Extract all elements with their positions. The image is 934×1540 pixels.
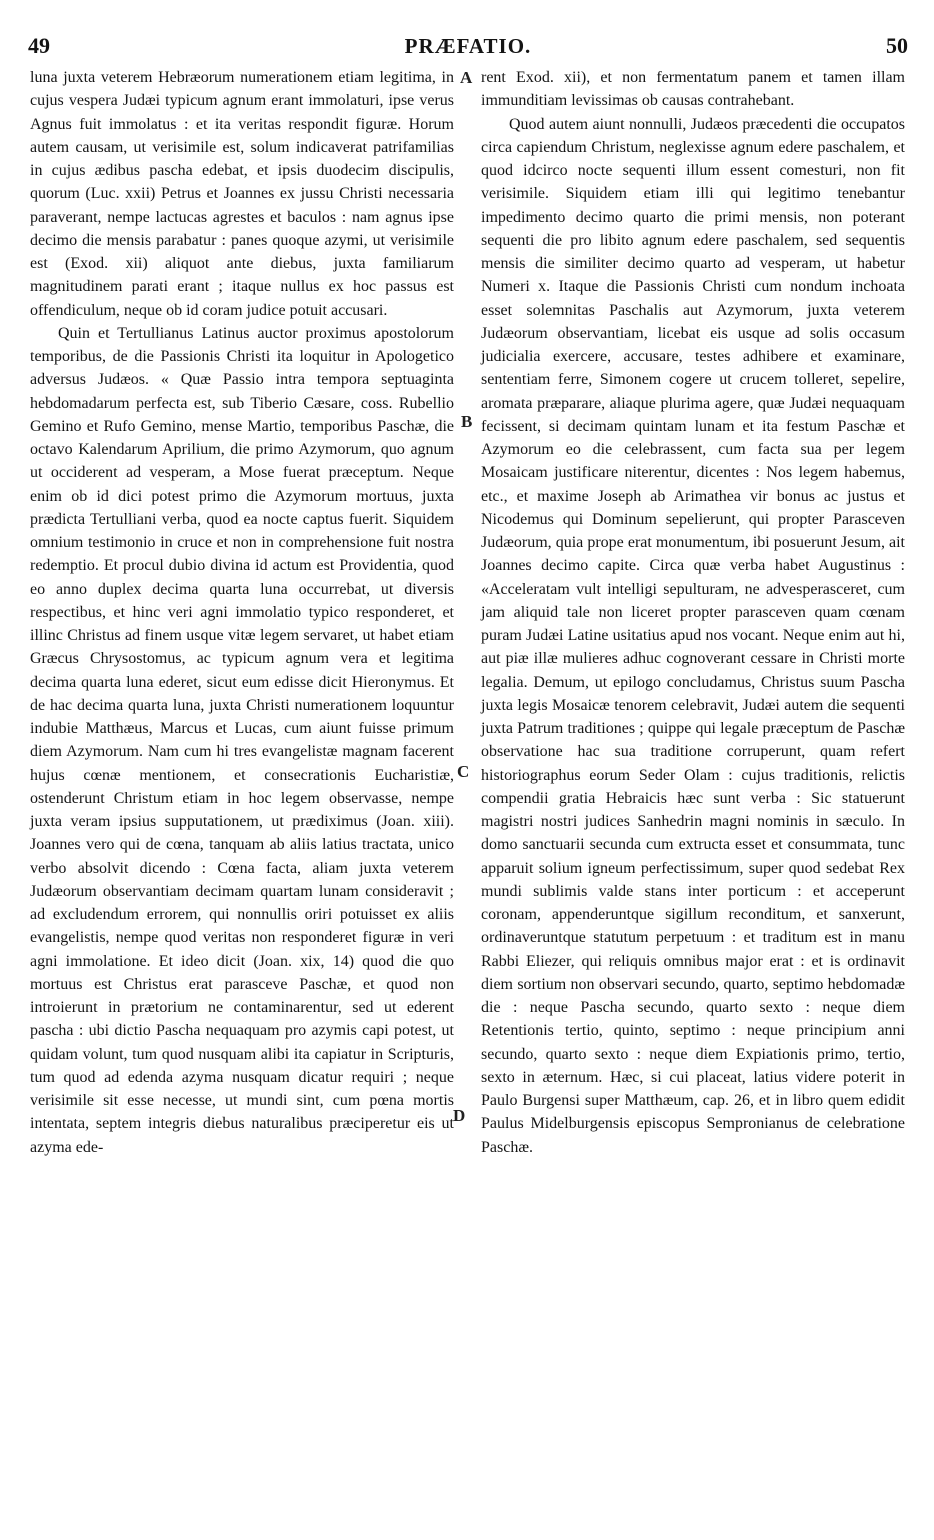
right-page-number: 50 <box>885 33 908 58</box>
margin-marker-d: D <box>453 1106 466 1125</box>
left-paragraph-2: Quin et Tertullianus Latinus auctor proximus apostolorum temporibus, de die Passionis Christi ita loquitur in Apologetico adversus Judæos. « Quæ Passio intra tempora septuaginta hebdomadarum perfecta est, sub Tiberio Cæsare, coss. Rubellio Gemino et Rufo Gemino, mense Martio, temporibus Paschæ, die octavo Kalendarum Aprilium, die primo Azymorum, quo agnum ut occiderent ad vesperam, a Mose fuerat præceptum. Neque enim ob id dici potest primo die Azymorum mortuus, juxta prædicta Tertulliani verba, quod ea nocte captus fuerit. Siquidem omnium testimonio in cruce et non in comprehensione fuit nostra redemptio. Et procul dubio divina id actum est Providentia, quod eo anno duplex decima quarta luna occurrebat, ut diversis respectibus, et hinc veri agni immolatio typico responderet, et illinc Christus ad finem usque vitæ legem servaret, ut habet etiam Græcus Chrysostomus, ac typicum agnum vera et legitima decima quarta luna ederet, sicut eum edisse dicit Hieronymus. Et de hac decima quarta luna, juxta Christi numerationem loquuntur indubie Matthæus, Marcus et Lucas, cum aiunt fuisse primum diem Azymorum. Nam cum hi tres evangelistæ magnam facerent hujus cœnæ mentionem, et consecrationis Eucharistiæ, ostenderunt Christum etiam in hoc legem observasse, nempe juxta veram ipsius supputationem, ut prædiximus (Joan. xiii). Joannes vero qui de cœna, tanquam ab aliis latius tractata, unico verbo absolvit dicendo : Cœna facta, aliam juxta veterem Judæorum observantiam decimam quartam lunam consideravit ; ad excludendum errorem, qui nonnullis oriri potuisset ex aliis evangelistis, nempe quod veritas non responderet figuræ in veri agni immolatione. Et ideo dicit (Joan. xix, 14) quod die quo mortuus est Christus erat parasceve Paschæ, et quod non introierunt in prætorium ne contaminarentur, sed ut ederent pascha : ubi dictio Pascha nequaquam pro azymis capi potest, ut quidam volunt, tum quod nusquam alibi ita capiatur in Scripturis, tum quod ad edenda azyma nusquam dicatur requiri ; neque verisimile sit esse necesse, ut mundi sint, cum pœna mortis intentata, septem integris diebus naturalibus præciperetur eis ut azyma ede- <box>30 324 454 1156</box>
margin-marker-a: A <box>460 68 473 87</box>
right-column <box>481 66 905 1159</box>
right-paragraph-1: rent Exod. xii), et non fermentatum panem et tamen illam immunditiam levissimas ob causas contrahebant. <box>481 69 905 110</box>
margin-marker-b: B <box>461 412 473 431</box>
left-page-number: 49 <box>28 33 50 58</box>
left-paragraph-1: luna juxta veterem Hebræorum numerationem etiam legitima, in cujus vespera Judæi typicum agnum erant immolaturi, ipse verus Agnus fuit immolatus : et ita veritas respondit figuræ. Horum autem causam, ut verisimile est, solum indicaverat patrifamilias in cujus ædibus pascha edebat, et ipsis duodecim discipulis, quorum (Luc. xxii) Petrus et Joannes ex jussu Christi necessaria paraverant, nempe lactucas agrestes et baculos : nam agnus ipse decimo die mensis parabatur : panes quoque azymi, ut verisimile est (Exod. xii) aliquot ante diebus, juxta familiarum magnitudinem parati erant ; itaque nullus ex hoc passus est offendiculum, neque ob id coram judice potuit accusari. <box>30 69 454 319</box>
left-column <box>30 66 454 1159</box>
margin-marker-c: C <box>457 762 470 781</box>
right-paragraph-2: Quod autem aiunt nonnulli, Judæos præcedenti die occupatos circa capiendum Christum, neglexisse agnum edere paschalem, et quod idcirco nocte sequenti illum essent comesturi, non fit verisimile. Siquidem etiam illi qui legitimo tenebantur impedimento decimo quarto die primi mensis, non poterant sequenti die pro libito agnum edere paschalem, sed sequentis mensis die similiter decimo quarto ad vesperam, ut habetur Numeri x. Itaque die Passionis Christi cum nondum inchoata esset solemnitas Paschalis aut Azymorum, juxta veterem Judæorum observantiam, licebat eis usque ad solis occasum judicialia exercere, accusare, testes adhibere et examinare, sententiam ferre, Simonem cogere ut crucem tolleret, sepelire, aromata præparare, aliaque plurima agere, quæ Judæi nequaquam fecissent, si decimam quintam lunam et ita festum Paschæ et Azymorum eo die celebrassent, cum facta sua per legem Mosaicam justificare niterentur, dicentes : Nos legem habemus, etc., et maxime Joseph ab Arimathea vir bonus ac justus et Nicodemus qui Dominum sepelierunt, qui propter Parasceven Judæorum, quia prope erat monumentum, ibi posuerunt Jesum, ait Joannes decimo capite. Circa quæ verba habet Augustinus : «Acceleratam vult intelligi sepulturam, ne advesperasceret, cum jam aliquid tale non liceret propter parasceven quam cœnam puram Judæi Latine usitatius apud nos vocant. Neque enim aut hi, aut piæ illæ mulieres adhuc cognoverant cessare in Christi morte legalia. Demum, ut epilogo concludamus, Christus suum Pascha juxta legis Mosaicæ tenorem celebravit, Judæi autem die sequenti juxta Patrum traditiones ; quippe qui legale præceptum de Paschæ observatione hac sua traditione corruperunt, quam refert historiographus eorum Seder Olam : cujus traditionis, relictis compendii gratia Hebraicis hæc sunt verba : Sic statuerunt magistri nostri judices Sanhedrin magni nominis in sæculo. In domo sanctuarii secunda cum extructa esset et consummata, tunc apparuit solium igneum perfectissimum, super quod sedebat Rex mundi sublimis valde stans inter porticum : et acceperunt coronam, appenderuntque sigillum reconditum, et sanxerunt, ordinaveruntque statutum perpetuum : et traditum est in manu Rabbi Eliezer, qui reliquis omnibus major erat : et is ordinavit diem sortium non observari secundo, quarto, septimo hebdomadæ die : neque Pascha secundo, quarto sexto : neque diem Retentionis tertio, quinto, septimo : neque principium anni secundo, quarto sexto : neque diem Expiationis primo, tertio, sexto in æternum. Hæc, si cui placeat, latius videre poterit in Paulo Burgensi super Matthæum, cap. 26, et in libro quem edidit Paulus Midelburgensis episcopus Sempronianus de celebratione Paschæ. <box>481 115 905 1156</box>
page-title: PRÆFATIO. <box>404 34 532 58</box>
running-header <box>28 33 908 63</box>
